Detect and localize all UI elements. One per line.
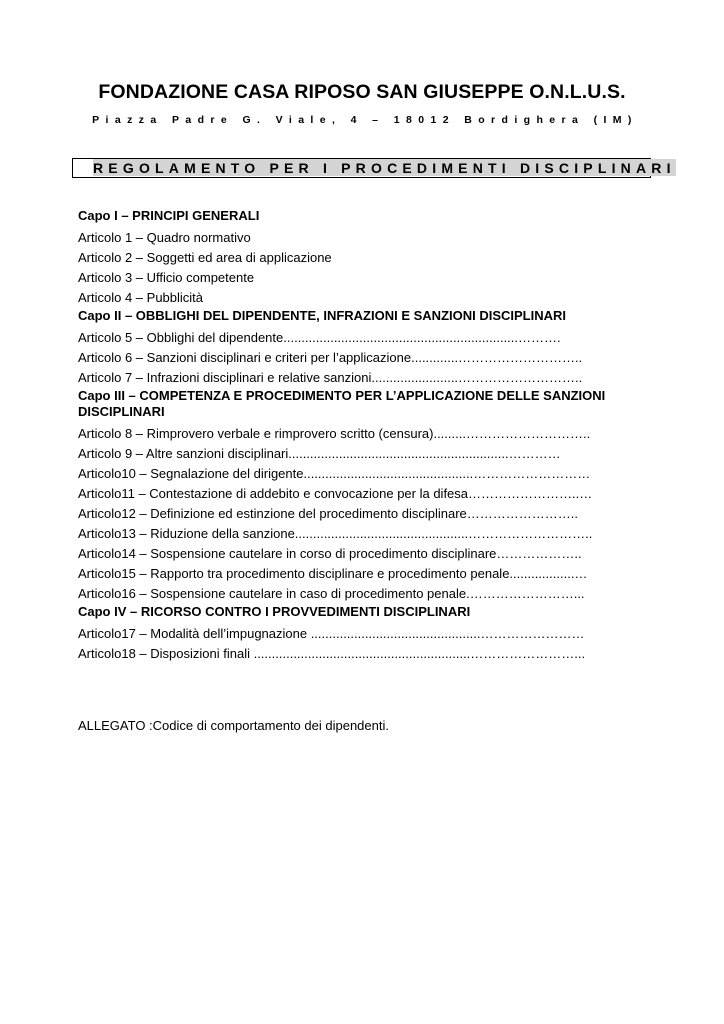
article-entry-17: Articolo17 – Modalità dell’impugnazione ...............................................…………………… — [78, 626, 585, 641]
article-entry-14: Articolo14 – Sospensione cautelare in corso di procedimento disciplinare……………….. — [78, 546, 582, 561]
chapter-heading-capo-4: Capo IV – RICORSO CONTRO I PROVVEDIMENTI DISCIPLINARI — [78, 604, 471, 619]
table-of-contents — [78, 208, 638, 664]
article-entry-18: Articolo18 – Disposizioni finali ............................................................……………………... — [78, 646, 586, 661]
article-entry-16: Articolo16 – Sospensione cautelare in caso di procedimento penale.……………………... — [78, 586, 585, 601]
article-entry-7: Articolo 7 – Infrazioni disciplinari e relative sanzioni........................……………………….. — [78, 370, 583, 385]
article-entry-4: Articolo 4 – Pubblicità — [78, 290, 204, 305]
article-entry-8: Articolo 8 – Rimprovero verbale e rimprovero scritto (censura).........……………………….. — [78, 426, 591, 441]
regolamento-title: REGOLAMENTO PER I PROCEDIMENTI DISCIPLINARI — [93, 160, 676, 176]
chapter-heading-capo-3: Capo III – COMPETENZA E PROCEDIMENTO PER L’APPLICAZIONE DELLE SANZIONI DISCIPLINARI — [78, 388, 606, 419]
article-entry-12: Articolo12 – Definizione ed estinzione del procedimento disciplinare…………………….. — [78, 506, 579, 521]
article-entry-2: Articolo 2 – Soggetti ed area di applicazione — [78, 250, 332, 265]
article-entry-15: Articolo15 – Rapporto tra procedimento disciplinare e procedimento penale..................… — [78, 566, 588, 581]
chapter-heading-capo-1: Capo I – PRINCIPI GENERALI — [78, 208, 260, 223]
article-entry-1: Articolo 1 – Quadro normativo — [78, 230, 251, 245]
foundation-address: Piazza Padre G. Viale, 4 – 18012 Bordighera (IM) — [92, 114, 638, 126]
article-entry-5: Articolo 5 – Obblighi del dipendente.................................................................………. — [78, 330, 561, 345]
article-entry-9: Articolo 9 – Altre sanzioni disciplinari.............................................................………… — [78, 446, 561, 461]
article-entry-10: Articolo10 – Segnalazione del dirigente...............................................……………………… — [78, 466, 591, 481]
chapter-heading-capo-2: Capo II – OBBLIGHI DEL DIPENDENTE, INFRAZIONI E SANZIONI DISCIPLINARI — [78, 308, 567, 323]
article-entry-6: Articolo 6 – Sanzioni disciplinari e criteri per l’applicazione.............……………………….. — [78, 350, 583, 365]
article-entry-13: Articolo13 – Riduzione della sanzione................................................……………………….. — [78, 526, 593, 541]
article-entry-3: Articolo 3 – Ufficio competente — [78, 270, 255, 285]
allegato-note: ALLEGATO :Codice di comportamento dei dipendenti. — [78, 718, 389, 733]
foundation-title: FONDAZIONE CASA RIPOSO SAN GIUSEPPE O.N.L.U.S. — [98, 81, 626, 103]
article-entry-11: Articolo11 – Contestazione di addebito e convocazione per la difesa……………………..… — [78, 486, 593, 501]
